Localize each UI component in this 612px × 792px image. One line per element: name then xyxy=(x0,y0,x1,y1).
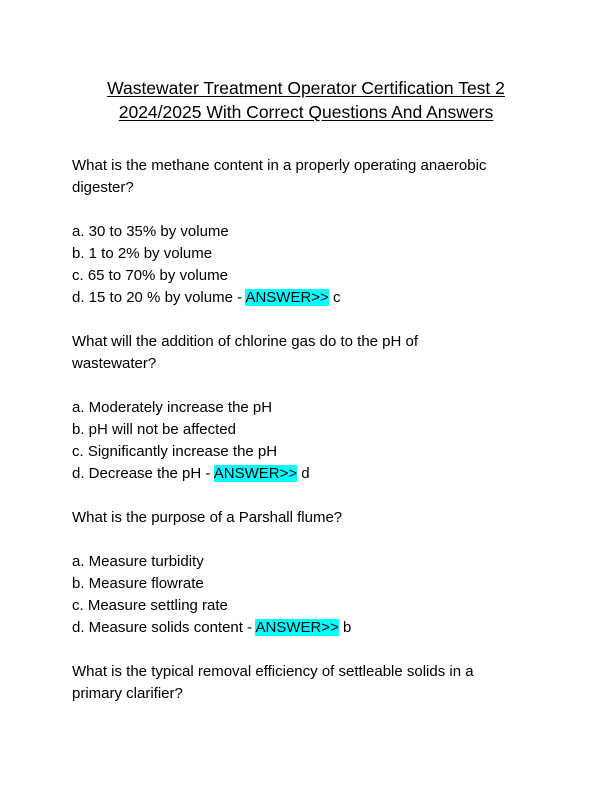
page-title xyxy=(40,76,572,124)
question-prompt xyxy=(72,661,552,705)
question-item xyxy=(72,331,552,485)
option-b: b. Measure flowrate xyxy=(72,575,204,592)
option-c: c. 65 to 70% by volume xyxy=(72,267,228,284)
question-prompt xyxy=(72,155,552,199)
answer-options xyxy=(72,397,552,485)
question-item xyxy=(72,507,552,639)
question-text-line: What is the typical removal efficiency of settleable solids in a xyxy=(72,663,474,680)
option-c: c. Measure settling rate xyxy=(72,597,228,614)
question-text-line: primary clarifier? xyxy=(72,685,183,702)
question-prompt xyxy=(72,331,552,375)
option-d-text: d. Measure solids content - xyxy=(72,619,256,636)
option-d xyxy=(72,463,552,485)
answer-highlight: ANSWER>> xyxy=(255,619,339,636)
answer-highlight: ANSWER>> xyxy=(245,289,329,306)
question-text-line: What is the purpose of a Parshall flume? xyxy=(72,509,343,526)
answer-letter: b xyxy=(338,619,352,636)
option-a: a. 30 to 35% by volume xyxy=(72,223,229,240)
option-a: a. Moderately increase the pH xyxy=(72,399,273,416)
option-d xyxy=(72,617,552,639)
answer-options xyxy=(72,221,552,309)
option-d xyxy=(72,287,552,309)
question-text-line: What will the addition of chlorine gas do to the pH of xyxy=(72,333,419,350)
answer-highlight: ANSWER>> xyxy=(213,465,298,482)
option-a: a. Measure turbidity xyxy=(72,553,204,570)
option-d-text: d. 15 to 20 % by volume - xyxy=(72,289,246,306)
question-item xyxy=(72,155,552,309)
question-list xyxy=(72,155,552,727)
title-line-1: Wastewater Treatment Operator Certification Test 2 xyxy=(107,78,505,98)
question-text-line: digester? xyxy=(72,179,134,196)
question-item xyxy=(72,661,552,705)
option-b: b. 1 to 2% by volume xyxy=(72,245,213,262)
answer-options xyxy=(72,551,552,639)
question-text-line: wastewater? xyxy=(72,355,157,372)
question-text-line: What is the methane content in a properly operating anaerobic xyxy=(72,157,487,174)
answer-letter: c xyxy=(328,289,341,306)
question-prompt xyxy=(72,507,552,529)
title-line-2: 2024/2025 With Correct Questions And Answers xyxy=(118,102,494,122)
answer-letter: d xyxy=(297,465,310,482)
option-d-text: d. Decrease the pH - xyxy=(72,465,214,482)
option-c: c. Significantly increase the pH xyxy=(72,443,278,460)
option-b: b. pH will not be affected xyxy=(72,421,236,438)
